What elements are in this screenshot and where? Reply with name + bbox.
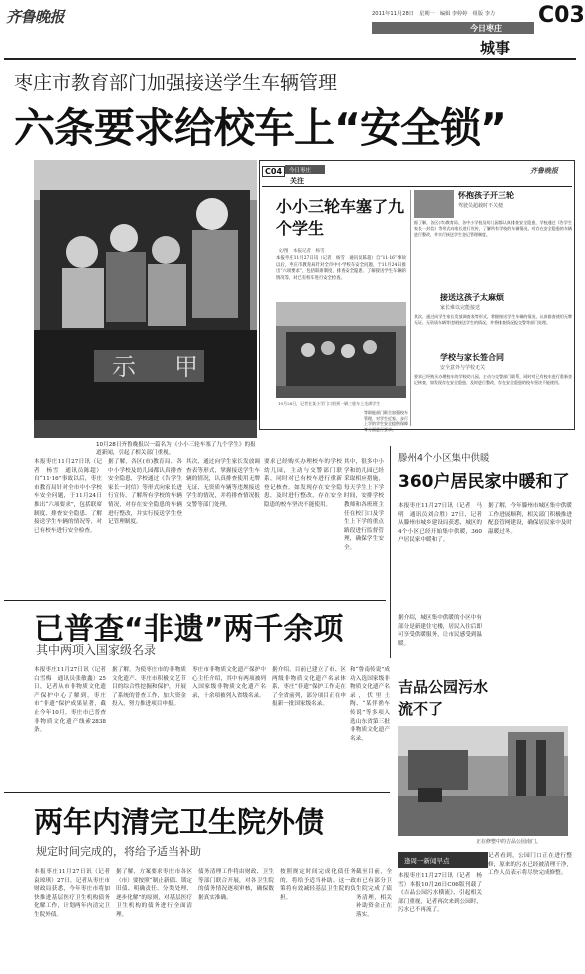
inset-section: 关注	[290, 177, 304, 185]
inset-item-1-sub: 驾驶员超载时不关便	[458, 203, 504, 209]
inset-item-3-body: 要求已经购买办理校车的学校幼儿园，主动与交警部门联系，同时对已有校车进行重新登记核查，如发现存在安全隐患，及时进行整改，存在安全隐患的校车坚决不能使用。	[414, 374, 572, 385]
section-label: 城事	[480, 39, 511, 57]
story4-col-2: 记者看到，公园门口正在进行整修，原来的污水已经被清理干净，工作人员表示将尽快完成修整。	[488, 853, 572, 877]
story4-col-1: 本报枣庄11月27日讯（记者 杨雪）本报10月26日C06版刊载了《吉品公园污水横流》，引起相关部门重视，记者再次来到公园时，污水已不再流了。	[398, 873, 482, 914]
inset-headline: 小小三轮车塞了九个学生	[276, 197, 405, 238]
inset-item-3-sub: 安全意外与学校无关	[440, 365, 486, 371]
page-code: C03	[538, 3, 585, 28]
story3-col-3: 债务清理工作将由财政、卫生等部门联合开展，对各卫生院的债务情况逐项审核，确保数据真实准确。	[198, 869, 274, 901]
inset-item-3-title: 学校与家长签合同	[440, 353, 504, 362]
inset-item-2-sub: 家长难以完能接送	[440, 305, 481, 311]
story3-col-2: 据了解，方案要求枣庄市各区（市）要按照“制止新债、锁定旧债、明确责任、分类处理、逐步化解”的原则，对基层医疗卫生机构的债务进行全面清理。	[116, 869, 192, 918]
inset-item-2-body: 其次，通过向学生家长发放调查表等形式，掌握接送学生车辆的情况，认真排查使用无牌无证、无资质车辆等违规接送学生的情况，并将排查情况报交警等部门处理。	[414, 314, 572, 325]
story3-col-5: 截至目前，全市已有部分卫生院完成了债务清理，相关补助资金正在落实。	[356, 869, 392, 918]
region-label: 今日枣庄	[470, 24, 502, 33]
story1-kicker: 枣庄市教育部门加强接送学生车辆管理	[14, 72, 338, 94]
story4-photo-caption: 正在修整中的吉品公园南门。	[476, 839, 542, 845]
masthead-rule	[4, 58, 576, 60]
inset-divider	[410, 190, 411, 426]
brief-headline: 360户居民家中暖和了	[398, 472, 570, 492]
park-gate-photo	[398, 726, 568, 836]
inset-side-photo	[414, 190, 454, 218]
masthead-date-line: 2011年11月28日 星期一 编辑 李婷婷 组版 李力	[372, 11, 496, 17]
school-bus-photo	[34, 160, 257, 438]
inset-body-col2: 等职能部门联合加强校车管理，对学生近家、步行上学的学生安全提供保障等方面进行要求。	[364, 410, 408, 432]
story3-subhead: 规定时间完成的，将给予适当补助	[36, 845, 201, 858]
story2-rule	[4, 600, 386, 601]
svg-text:示: 示	[112, 353, 136, 381]
region-bar	[372, 22, 534, 34]
story2-headline: 已普查“非遗”两千余项	[34, 612, 344, 647]
inset-rule	[262, 186, 572, 187]
story1-col-1: 本报枣庄11月27日讯（记者 杨雪 通讯员陈超）自“11·16”事故以后，枣庄市教育局针对全市中小学校车安全问题，于11月24日推出“六项要求”，包括联席制度、排查安全隐患、了解接送学生车辆的情况等，对已有校车进行安全检查。	[34, 459, 102, 534]
story1-headline: 六条要求给校车上“安全锁”	[14, 104, 506, 152]
brief-col-1b: 据介绍，城区集中供暖的小区中有部分是新建住宅楼，居民入住后即可享受供暖服务，让市民感受到温暖。	[398, 615, 482, 647]
story4-headline: 吉品公园污水流不了	[398, 678, 489, 718]
story3-col-1: 本报枣庄11月27日讯（记者 袁琼琪）27日，记者从枣庄市财政局获悉，今年枣庄市将加快推进基层医疗卫生机构债务化解工作，计划两年内清完卫生院外债。	[34, 869, 116, 918]
inset-body-text: 本报枣庄11月27日讯（记者 杨雪 通讯员陈超）自“11·16”事故以后，枣庄市教育局针对全市中小学校车安全问题，于11月24日推出“六项要求”，包括联席制度、排查安全隐患、了解接送学生车辆的情况等，对已有校车进行安全检查。	[276, 256, 406, 281]
inset-photo-caption: 10月28日，记者在某小学门口拍到一辆三轮车上坐满学生	[278, 401, 381, 406]
story2-col-2: 据了解，为使枣庄市的非物质文化遗产、枣庄市积极文艺节目的综合性挖掘和保护，开展了系统的普查工作，加大资金投入，努力推进项目申报。	[112, 667, 186, 708]
brief-kicker: 滕州4个小区集中供暖	[398, 453, 490, 464]
story1-photo-caption: 10月28日齐鲁晚报以一篇名为《小小三轮车塞了九个学生》的报道新闻，引起了相关部门重视。	[96, 442, 256, 456]
story1-col-4: 要求已经购买办理校车的学校幼儿园，主动与交警部门联系，同时对已有校车进行重新登记核查，如发现存在安全隐患，及时进行整改，存在安全隐患的校车坚决不能使用。	[264, 459, 342, 508]
story2-subhead: 其中两项入国家级名录	[36, 643, 157, 657]
story1-col-3: 其次，通过向学生家长发放调查表等形式，掌握接送学生车辆的情况，认真排查使用无牌无证、无资质车辆等违规接送学生的情况，并将排查情况报交警等部门处理。	[186, 459, 260, 508]
story2-col-5: 和“鲁南传说”成功入选国家级非物质文化遗产名录，伏里土陶、“某伴渔车传说”等多项入选山东省第三批非物质文化遗产名录。	[350, 667, 390, 742]
inset-code: C04	[262, 166, 285, 177]
story2-col-3: 枣庄市非物质文化遗产保护中心主任介绍，其中有两项被列入国家级非物质文化遗产名录，十余项被列入省级名录。	[192, 667, 266, 699]
inset-item-2-title: 接送这孩子太麻烦	[440, 293, 504, 302]
inset-item-1-body: 据了解，各区(市)教育局、各中小学校及幼儿园都认真排查安全隐患，学校通过《告学生家长一封信》等形式向家长进行宣传，了解所有学校的车辆情况，对存在安全隐患的车辆进行整改，并实行接送学生登记管理制度。	[414, 220, 572, 237]
story1-col-5: 其中，很多中小学和幼儿园已经采取相应措施，每天学生上下学时间，安排学校教师和各班班主任在校门口及学生上下学的重点路段进行监督管理，确保学生安全。	[344, 459, 384, 551]
weekday-badge-label: 逢周一新闻早点	[404, 857, 450, 865]
inset-item-1-title: 怀抱孩子开三轮	[458, 191, 514, 200]
brief-col-1: 本报枣庄11月27日讯（记者 马明 通讯员刘合胜）27日，记者从滕州市城乡建设局获悉，城区的4个小区已经开始集中供暖，360户居民家中暖和了。	[398, 503, 482, 544]
story2-col-1: 本报枣庄11月27日讯（记者 白雪梅 通讯员张敏鑫）25日，记者从市非物质文化遗产保护中心了解到，枣庄市“非遗”保护成果显著，截止今年10月，枣庄市已普查非物质文化遗产线索2838条。	[34, 667, 112, 734]
inset-logo: 齐鲁晚报	[530, 167, 558, 175]
story2-col-4: 据介绍，目前已建立了市、区两级非物质文化遗产名录体系，枣庄“非遗”保护工作走在了全省前列，部分项目正在申报新一批国家级名录。	[272, 667, 346, 708]
story3-headline: 两年内清完卫生院外债	[34, 805, 325, 839]
brief-col-2: 据了解，今年滕州市城区集中供暖工作进展顺利，相关部门积极推进配套管网建设，确保居民家中及时温暖过冬。	[488, 503, 572, 535]
story3-rule	[4, 792, 390, 793]
story3-col-4: 按照规定时间完成化债任务的，将给予适当补助。这一政策将有效减轻基层卫生院的负担。	[280, 869, 356, 901]
masthead-logo: 齐鲁晚报	[6, 8, 65, 26]
inset-region: 今日枣庄	[289, 168, 312, 174]
svg-text:甲: 甲	[174, 353, 198, 381]
story1-col-2: 据了解，各区(市)教育局、各中小学校及幼儿园都认真排查安全隐患，学校通过《告学生家长一封信》等形式向家长进行宣传，了解所有学校的车辆情况，对存在安全隐患的车辆进行整改，并实行接送学生登记管理制度。	[108, 459, 182, 526]
inset-photo	[276, 302, 406, 398]
inset-byline: 文/图 本报记者 杨雪	[278, 249, 325, 254]
